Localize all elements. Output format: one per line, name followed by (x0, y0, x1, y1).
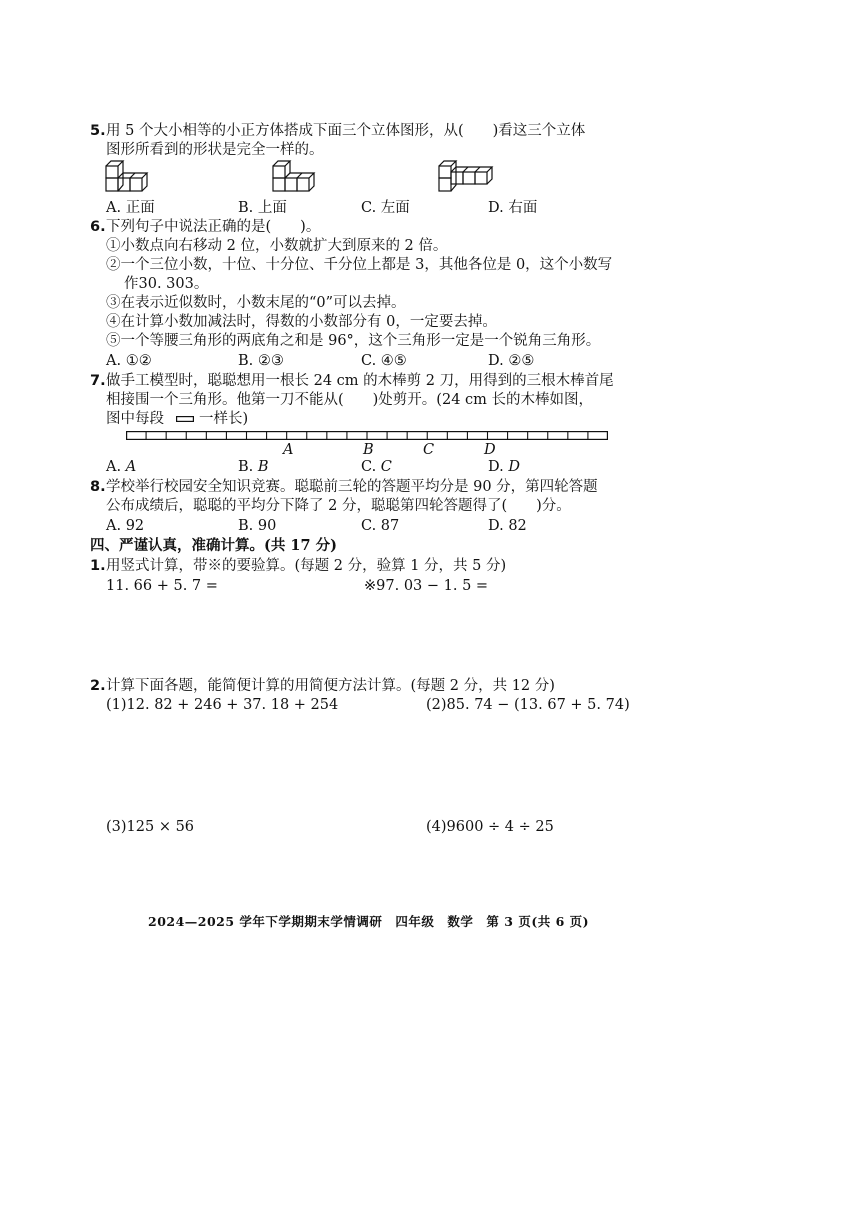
q7-option-a: A. A (106, 459, 137, 475)
q6-option-a: A. ①② (106, 353, 152, 369)
ruler-label-c: C (423, 442, 435, 458)
q6-option-b: B. ②③ (238, 353, 284, 369)
q5-number: 5. (90, 123, 106, 139)
section-four-title: 四、严谨认真，准确计算。(共 17 分) (90, 537, 337, 554)
q8-option-b: B. 90 (238, 518, 277, 534)
q8-stem-line2: 公布成绩后，聪聪的平均分下降了 2 分，聪聪第四轮答题得了( )分。 (106, 498, 571, 514)
part2-problem-4: (4)9600 ÷ 4 ÷ 25 (426, 819, 554, 835)
q8-option-c: C. 87 (361, 518, 400, 534)
ruler-label-b: B (363, 442, 374, 458)
cube-figure-1 (105, 160, 157, 194)
part1-number: 1. (90, 558, 106, 574)
part2-number: 2. (90, 678, 106, 694)
q6-statement-4: ④在计算小数加减法时，得数的小数部分有 0，一定要去掉。 (106, 314, 497, 330)
part2-problem-3: (3)125 × 56 (106, 819, 195, 835)
part1-problem-a: 11. 66 + 5. 7 = (106, 578, 218, 594)
q8-number: 8. (90, 479, 106, 495)
part1-stem: 用竖式计算，带※的要验算。(每题 2 分，验算 1 分，共 5 分) (106, 558, 507, 574)
ruler-label-a: A (283, 442, 294, 458)
cube-figure-3 (438, 160, 494, 194)
part1-problem-b: ※97. 03 − 1. 5 = (364, 578, 489, 594)
q6-statement-2a: ②一个三位小数，十位、十分位、千分位上都是 3，其他各位是 0，这个小数写 (106, 257, 613, 273)
part2-problem-2: (2)85. 74 − (13. 67 + 5. 74) (426, 697, 630, 713)
q6-statement-5: ⑤一个等腰三角形的两底角之和是 96°，这个三角形一定是一个锐角三角形。 (106, 333, 601, 349)
q7-stem-line1: 做手工模型时，聪聪想用一根长 24 cm 的木棒剪 2 刀，用得到的三根木棒首尾 (106, 373, 614, 389)
q6-option-c: C. ④⑤ (361, 353, 407, 369)
q5-option-b: B. 上面 (238, 200, 287, 216)
q8-option-a: A. 92 (106, 518, 145, 534)
ruler-label-d: D (484, 442, 496, 458)
q8-option-d: D. 82 (488, 518, 527, 534)
q5-option-d: D. 右面 (488, 200, 538, 216)
q5-option-a: A. 正面 (106, 200, 155, 216)
q5-stem-line1: 用 5 个大小相等的小正方体搭成下面三个立体图形，从( )看这三个立体 (106, 123, 586, 139)
q6-number: 6. (90, 219, 106, 235)
q6-stem: 下列句子中说法正确的是( )。 (106, 219, 321, 235)
q7-option-d: D. D (488, 459, 520, 475)
q7-option-b: B. B (238, 459, 269, 475)
wooden-stick-ruler (126, 431, 608, 441)
part2-stem: 计算下面各题，能简便计算的用简便方法计算。(每题 2 分，共 12 分) (106, 678, 555, 694)
q6-statement-3: ③在表示近似数时，小数末尾的“0”可以去掉。 (106, 295, 406, 311)
q7-stem-line3b: 一样长) (199, 411, 249, 427)
q5-option-c: C. 左面 (361, 200, 410, 216)
q6-statement-1: ①小数点向右移动 2 位，小数就扩大到原来的 2 倍。 (106, 238, 448, 254)
q7-option-c: C. C (361, 459, 392, 475)
page-footer: 2024—2025 学年下学期期末学情调研 四年级 数学 第 3 页(共 6 页) (148, 914, 590, 929)
q8-stem-line1: 学校举行校园安全知识竞赛。聪聪前三轮的答题平均分是 90 分，第四轮答题 (106, 479, 598, 495)
cube-figure-2 (272, 160, 324, 194)
segment-sample-icon (176, 416, 194, 422)
q5-stem-line2: 图形所看到的形状是完全一样的。 (106, 142, 324, 158)
q7-number: 7. (90, 373, 106, 389)
q6-statement-2b: 作30. 303。 (124, 276, 209, 292)
q6-option-d: D. ②⑤ (488, 353, 535, 369)
q7-stem-line2: 相接围一个三角形。他第一刀不能从( )处剪开。(24 cm 长的木棒如图， (106, 392, 594, 408)
q7-stem-line3a: 图中每段 (106, 411, 164, 427)
part2-problem-1: (1)12. 82 + 246 + 37. 18 + 254 (106, 697, 339, 713)
